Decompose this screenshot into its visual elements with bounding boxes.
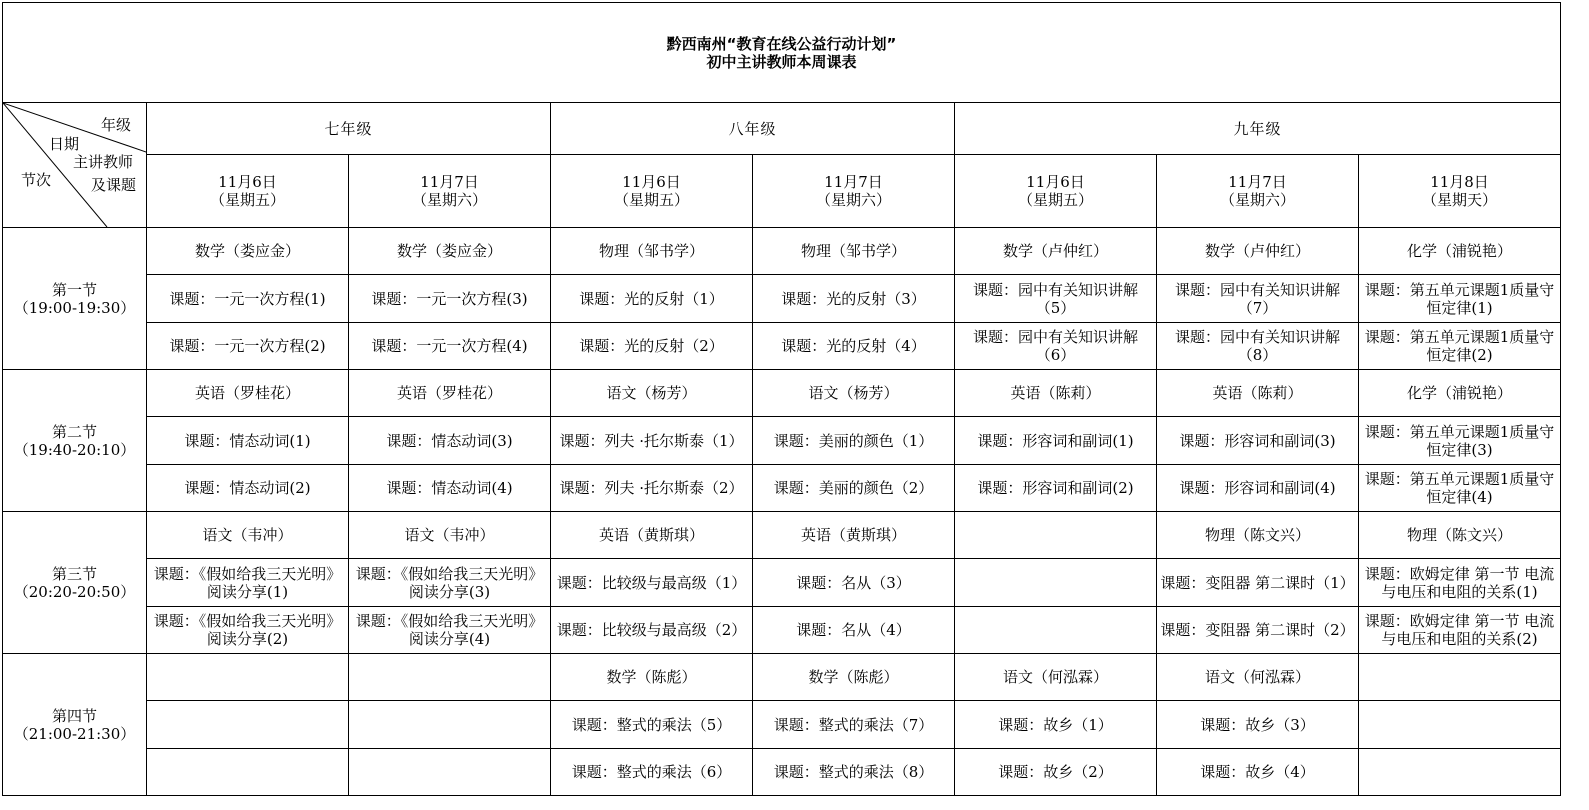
lesson-cell: 课题：第五单元课题1质量守恒定律(3): [1359, 417, 1561, 465]
slot-row: [3, 654, 1561, 701]
subject-cell: [955, 512, 1157, 559]
lesson-cell: [955, 607, 1157, 654]
lesson-cell: 课题：情态动词(1): [147, 417, 349, 465]
subject-cell: 数学（卢仲红）: [955, 228, 1157, 275]
lesson-cell: 课题：比较级与最高级（1）: [551, 559, 753, 607]
date-label: 11月6日: [218, 173, 277, 191]
lesson-row: [3, 465, 1561, 512]
slot-label: [3, 370, 147, 512]
lesson-cell: 课题：名从（3）: [753, 559, 955, 607]
subject-cell: 数学（卢仲红）: [1157, 228, 1359, 275]
lesson-cell: 课题：整式的乘法（5）: [551, 701, 753, 749]
lesson-cell: [1359, 701, 1561, 749]
lesson-cell: 课题：故乡（2）: [955, 749, 1157, 796]
lesson-cell: 课题：第五单元课题1质量守恒定律(1): [1359, 275, 1561, 323]
lesson-cell: 课题：光的反射（3）: [753, 275, 955, 323]
subject-cell: 化学（浦锐艳）: [1359, 228, 1561, 275]
lesson-row: [3, 417, 1561, 465]
subject-cell: 物理（陈文兴）: [1157, 512, 1359, 559]
weekday-label: （星期六）: [1219, 191, 1295, 209]
subject-cell: 语文（何泓霖）: [955, 654, 1157, 701]
corner-header: [3, 103, 147, 228]
date-label: 11月6日: [1026, 173, 1085, 191]
title-line-1: 黔西南州“教育在线公益行动计划”: [666, 34, 897, 53]
lesson-cell: 课题：列夫 ·托尔斯泰（1）: [551, 417, 753, 465]
subject-cell: 语文（何泓霖）: [1157, 654, 1359, 701]
slot-time: （19:00-19:30）: [13, 298, 136, 317]
lesson-cell: 课题：比较级与最高级（2）: [551, 607, 753, 654]
subject-cell: 化学（浦锐艳）: [1359, 370, 1561, 417]
subject-cell: 物理（陈文兴）: [1359, 512, 1561, 559]
weekday-label: （星期五）: [1017, 191, 1093, 209]
subject-cell: 数学（娄应金）: [349, 228, 551, 275]
date-label: 11月7日: [1228, 173, 1287, 191]
lesson-cell: 课题：情态动词(4): [349, 465, 551, 512]
lesson-cell: 课题：美丽的颜色（1）: [753, 417, 955, 465]
date-label: 11月7日: [420, 173, 479, 191]
date-header: [753, 155, 955, 228]
lesson-cell: 课题：光的反射（1）: [551, 275, 753, 323]
slot-row: [3, 370, 1561, 417]
lesson-cell: 课题：《假如给我三天光明》阅读分享(1): [147, 559, 349, 607]
weekday-label: （星期天）: [1421, 191, 1497, 209]
lesson-cell: 课题：形容词和副词(1): [955, 417, 1157, 465]
lesson-cell: 课题：欧姆定律 第一节 电流与电压和电阻的关系(1): [1359, 559, 1561, 607]
subject-cell: 数学（娄应金）: [147, 228, 349, 275]
lesson-cell: 课题：形容词和副词(3): [1157, 417, 1359, 465]
lesson-cell: 课题：整式的乘法（6）: [551, 749, 753, 796]
slot-label: [3, 654, 147, 796]
title-line-2: 初中主讲教师本周课表: [706, 52, 857, 71]
slot-row: [3, 228, 1561, 275]
lesson-row: [3, 607, 1561, 654]
date-header: [349, 155, 551, 228]
slot-row: [3, 512, 1561, 559]
lesson-cell: 课题：一元一次方程(1): [147, 275, 349, 323]
subject-cell: [349, 654, 551, 701]
lesson-cell: 课题：欧姆定律 第一节 电流与电压和电阻的关系(2): [1359, 607, 1561, 654]
date-header: [551, 155, 753, 228]
date-header: [1157, 155, 1359, 228]
subject-cell: 语文（杨芳）: [551, 370, 753, 417]
slot-time: （21:00-21:30）: [13, 724, 136, 743]
lesson-cell: 课题：园中有关知识讲解（5）: [955, 275, 1157, 323]
lesson-cell: [147, 749, 349, 796]
lesson-cell: 课题：名从（4）: [753, 607, 955, 654]
subject-cell: 数学（陈彪）: [551, 654, 753, 701]
weekday-label: （星期六）: [411, 191, 487, 209]
lesson-cell: 课题：形容词和副词(2): [955, 465, 1157, 512]
corner-teacher-label: 主讲教师: [73, 153, 134, 171]
lesson-cell: 课题：一元一次方程(2): [147, 323, 349, 370]
lesson-cell: 课题：变阻器 第二课时（1）: [1157, 559, 1359, 607]
lesson-cell: 课题：美丽的颜色（2）: [753, 465, 955, 512]
weekday-label: （星期六）: [815, 191, 891, 209]
slot-label: [3, 228, 147, 370]
lesson-cell: 课题：第五单元课题1质量守恒定律(4): [1359, 465, 1561, 512]
lesson-cell: [955, 559, 1157, 607]
lesson-cell: 课题：一元一次方程(3): [349, 275, 551, 323]
lesson-cell: 课题：故乡（4）: [1157, 749, 1359, 796]
lesson-cell: 课题：园中有关知识讲解（6）: [955, 323, 1157, 370]
subject-cell: 英语（罗桂花）: [147, 370, 349, 417]
subject-cell: 物理（邹书学）: [753, 228, 955, 275]
subject-cell: [147, 654, 349, 701]
lesson-cell: 课题：第五单元课题1质量守恒定律(2): [1359, 323, 1561, 370]
subject-cell: 语文（杨芳）: [753, 370, 955, 417]
lesson-row: [3, 701, 1561, 749]
grade-header: 七年级: [147, 103, 551, 155]
lesson-cell: 课题：故乡（3）: [1157, 701, 1359, 749]
subject-cell: 英语（罗桂花）: [349, 370, 551, 417]
subject-cell: 英语（黄斯琪）: [753, 512, 955, 559]
subject-cell: [1359, 654, 1561, 701]
lesson-cell: 课题：情态动词(2): [147, 465, 349, 512]
lesson-row: [3, 323, 1561, 370]
date-label: 11月8日: [1430, 173, 1489, 191]
lesson-cell: 课题：光的反射（4）: [753, 323, 955, 370]
lesson-cell: 课题：光的反射（2）: [551, 323, 753, 370]
slot-name: 第二节: [51, 422, 97, 441]
lesson-cell: 课题：一元一次方程(4): [349, 323, 551, 370]
slot-name: 第三节: [51, 564, 97, 583]
subject-cell: 英语（陈莉）: [955, 370, 1157, 417]
weekday-label: （星期五）: [209, 191, 285, 209]
slot-name: 第一节: [51, 280, 97, 299]
date-label: 11月6日: [622, 173, 681, 191]
corner-grade-label: 年级: [101, 116, 132, 134]
slot-label: [3, 512, 147, 654]
date-label: 11月7日: [824, 173, 883, 191]
lesson-cell: [1359, 749, 1561, 796]
slot-time: （20:20-20:50）: [13, 582, 136, 601]
lesson-row: [3, 275, 1561, 323]
lesson-cell: [147, 701, 349, 749]
corner-date-label: 日期: [49, 135, 80, 153]
lesson-cell: 课题：整式的乘法（8）: [753, 749, 955, 796]
lesson-row: [3, 559, 1561, 607]
lesson-cell: 课题：情态动词(3): [349, 417, 551, 465]
lesson-cell: 课题：故乡（1）: [955, 701, 1157, 749]
lesson-cell: [349, 701, 551, 749]
lesson-cell: 课题：园中有关知识讲解（7）: [1157, 275, 1359, 323]
grade-header: 九年级: [955, 103, 1561, 155]
schedule-table: [2, 2, 1561, 796]
slot-name: 第四节: [51, 706, 97, 725]
date-header: [955, 155, 1157, 228]
corner-topic-label: 及课题: [91, 176, 137, 194]
lesson-cell: [349, 749, 551, 796]
page-title: [3, 3, 1561, 103]
subject-cell: 语文（韦冲）: [349, 512, 551, 559]
lesson-cell: 课题：变阻器 第二课时（2）: [1157, 607, 1359, 654]
lesson-cell: 课题：《假如给我三天光明》阅读分享(4): [349, 607, 551, 654]
lesson-cell: 课题：园中有关知识讲解（8）: [1157, 323, 1359, 370]
weekday-label: （星期五）: [613, 191, 689, 209]
subject-cell: 语文（韦冲）: [147, 512, 349, 559]
subject-cell: 英语（陈莉）: [1157, 370, 1359, 417]
subject-cell: 英语（黄斯琪）: [551, 512, 753, 559]
lesson-cell: 课题：《假如给我三天光明》阅读分享(2): [147, 607, 349, 654]
corner-slot-label: 节次: [21, 171, 52, 189]
grade-header: 八年级: [551, 103, 955, 155]
date-header: [1359, 155, 1561, 228]
subject-cell: 数学（陈彪）: [753, 654, 955, 701]
lesson-cell: 课题：列夫 ·托尔斯泰（2）: [551, 465, 753, 512]
subject-cell: 物理（邹书学）: [551, 228, 753, 275]
lesson-cell: 课题：形容词和副词(4): [1157, 465, 1359, 512]
slot-time: （19:40-20:10）: [13, 440, 136, 459]
lesson-cell: 课题：《假如给我三天光明》阅读分享(3): [349, 559, 551, 607]
date-header: [147, 155, 349, 228]
lesson-cell: 课题：整式的乘法（7）: [753, 701, 955, 749]
lesson-row: [3, 749, 1561, 796]
